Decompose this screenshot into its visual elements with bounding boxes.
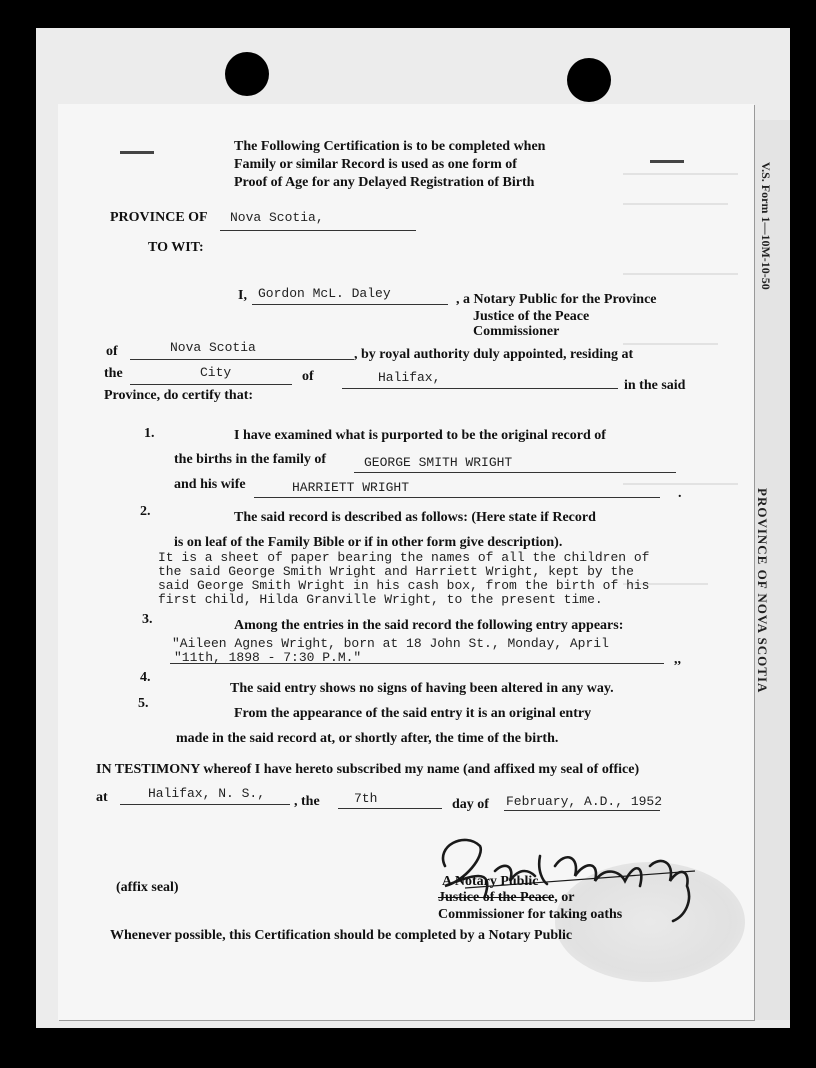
to-wit-label: TO WIT:	[148, 240, 204, 255]
header-line-2: Family or similar Record is used as one form of	[234, 157, 517, 172]
punch-hole-right	[567, 58, 611, 102]
record-description-line-3: said George Smith Wright in his cash box, from the birth of his	[158, 578, 650, 593]
testimony-place: Halifax, N. S.,	[148, 786, 266, 801]
official-title-2: Justice of the Peace	[473, 309, 590, 324]
item-5-number: 5.	[138, 696, 149, 711]
item-5-line-2: made in the said record at, or shortly after, the time of the birth.	[176, 731, 559, 746]
testimony-bold: IN TESTIMONY	[96, 762, 200, 777]
item-5-line-1: From the appearance of the said entry it is an original entry	[234, 706, 592, 721]
signer-title-2	[438, 890, 574, 906]
testimony-text	[96, 762, 639, 778]
residence-place-underline	[342, 388, 618, 389]
item-3-line-1: Among the entries in the said record the following entry appears:	[234, 618, 624, 633]
wife-name-underline	[254, 497, 660, 498]
day-of-label: day of	[452, 797, 489, 812]
header-line-1: The Following Certification is to be completed when	[234, 139, 546, 154]
testimony-rest: whereof I have hereto subscribed my name (and affixed my seal of office)	[199, 762, 640, 777]
residence-type-underline	[130, 384, 292, 385]
province-certify: Province, do certify that:	[104, 388, 254, 403]
item-1-line-1: I have examined what is purported to be the original record of	[234, 428, 606, 443]
item-1-number: 1.	[144, 426, 155, 441]
item-3-number: 3.	[142, 612, 153, 627]
footer-note: Whenever possible, this Certification should be completed by a Notary Public	[110, 928, 573, 943]
signer-title-2-struck: Justice of the Peace	[438, 890, 555, 905]
province-label: PROVINCE OF	[110, 210, 208, 225]
appointed-text: , by royal authority duly appointed, residing at	[354, 347, 634, 362]
testimony-date: February, A.D., 1952	[506, 794, 663, 809]
record-description-line-4: first child, Hilda Granville Wright, to the present time.	[158, 592, 603, 607]
header-block	[234, 138, 545, 192]
item-1-period: .	[678, 486, 682, 501]
bleed-through-marks	[618, 164, 748, 864]
item-4-number: 4.	[140, 670, 151, 685]
fold-mark-right	[650, 160, 684, 163]
province-underline	[220, 230, 416, 231]
entry-text-line-2: "11th, 1898 - 7:30 P.M."	[174, 650, 362, 665]
header-line-3: Proof of Age for any Delayed Registration of Birth	[234, 175, 535, 190]
official-title-3: Commissioner	[473, 324, 560, 339]
the-label: the	[104, 366, 123, 381]
official-name: Gordon McL. Daley	[258, 286, 391, 301]
fold-mark-left	[120, 151, 154, 154]
province-side-heading: PROVINCE OF NOVA SCOTIA	[755, 488, 770, 694]
in-the-said: in the said	[624, 378, 686, 393]
form-number: V.S. Form 1—10M-10-50	[759, 162, 773, 290]
testimony-day: 7th	[354, 791, 378, 806]
the-day-label: , the	[294, 794, 320, 809]
official-title-1: , a Notary Public for the Province	[456, 292, 657, 307]
testimony-day-underline	[338, 808, 442, 809]
item-2-line-1: The said record is described as follows: (Here state if Record	[234, 510, 596, 525]
item-4-line-1: The said entry shows no signs of having been altered in any way.	[230, 681, 614, 696]
residence-type-value: City	[200, 365, 232, 380]
official-prefix: I,	[238, 288, 247, 303]
official-name-underline	[252, 304, 448, 305]
at-label: at	[96, 790, 108, 805]
testimony-place-underline	[120, 804, 290, 805]
record-description	[158, 551, 649, 607]
testimony-date-underline	[504, 810, 660, 811]
of-underline	[130, 359, 354, 360]
record-description-line-1: It is a sheet of paper bearing the names of all the children of	[158, 550, 650, 565]
residence-place-value: Halifax,	[378, 370, 441, 385]
signer-title-1: A Notary Public	[442, 874, 539, 889]
entry-text-line-1: "Aileen Agnes Wright, born at 18 John St., Monday, April	[172, 636, 609, 651]
certification-sheet	[58, 104, 754, 1020]
wife-name-value: HARRIETT WRIGHT	[292, 480, 410, 495]
item-1-line-3: and his wife	[174, 477, 246, 492]
province-value: Nova Scotia,	[230, 210, 324, 225]
of2-label: of	[302, 369, 314, 384]
entry-text	[172, 637, 609, 665]
entry-underline	[170, 663, 664, 664]
affix-seal-label: (affix seal)	[116, 880, 179, 895]
family-name-underline	[354, 472, 676, 473]
item-1-line-2: the births in the family of	[174, 452, 327, 467]
entry-close-quote: ,,	[674, 652, 681, 667]
item-2-number: 2.	[140, 504, 151, 519]
signer-title-3: Commissioner for taking oaths	[438, 907, 623, 922]
of-label: of	[106, 344, 118, 359]
family-name-value: GEORGE SMITH WRIGHT	[364, 455, 513, 470]
signer-title-2-suffix: , or	[554, 890, 575, 905]
record-description-line-2: the said George Smith Wright and Harriett Wright, kept by the	[158, 564, 634, 579]
punch-hole-left	[225, 52, 269, 96]
item-2-line-2: is on leaf of the Family Bible or if in other form give description).	[174, 535, 563, 550]
of-value: Nova Scotia	[170, 340, 256, 355]
